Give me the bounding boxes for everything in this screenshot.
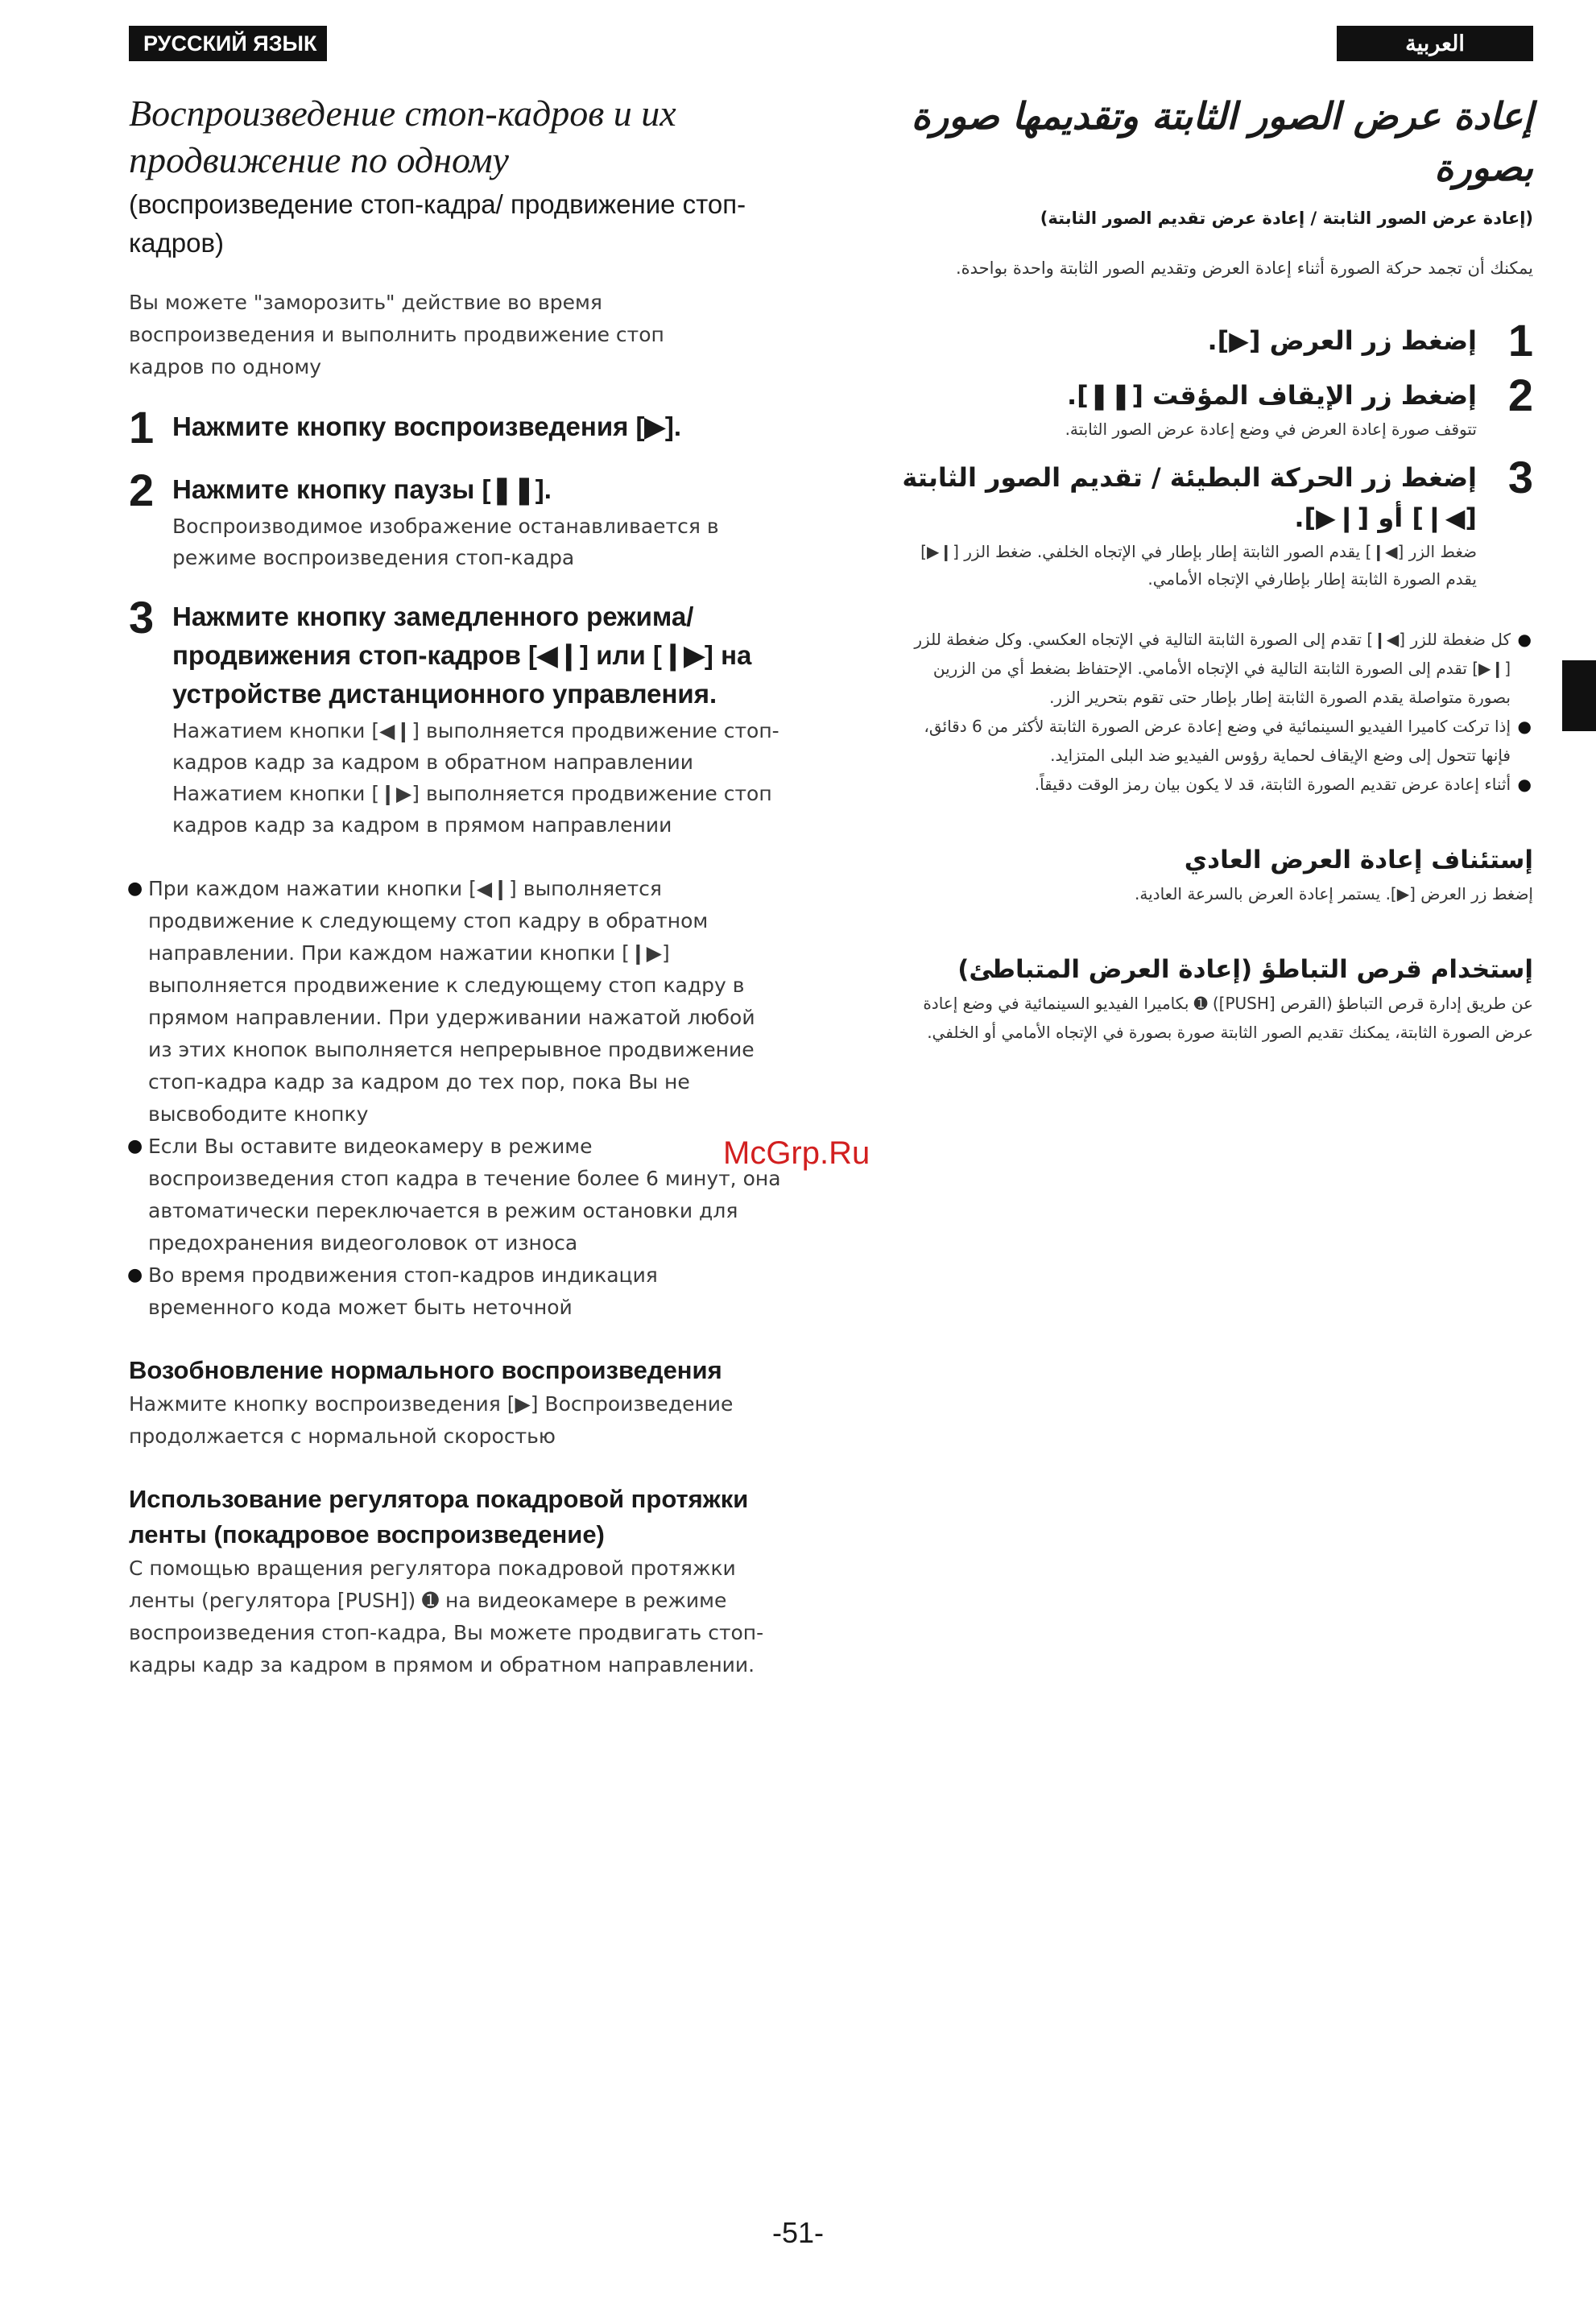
- step-number: 1: [1507, 315, 1533, 366]
- arabic-step-1: [894, 315, 1533, 366]
- section-heading: إستخدام قرص التباطؤ (إعادة العرض المتباطئ): [957, 955, 1533, 984]
- notes-list: [129, 873, 784, 1324]
- arabic-jog-dial-section: [894, 950, 1533, 1047]
- step-number: 2: [129, 465, 155, 515]
- step-number: 3: [129, 592, 155, 643]
- step-heading: إضغط زر الحركة البطيئة / تقديم الصور الثابتة [◀❙] أو [❙▶].: [902, 462, 1477, 533]
- step-heading: Нажмите кнопку паузы [❚❚].: [172, 474, 552, 504]
- step-body: Воспроизводимое изображение останавливается в режиме воспроизведения стоп-кадра: [172, 515, 719, 569]
- step-heading: إضغط زر الإيقاف المؤقت [❚❚].: [1066, 380, 1477, 411]
- page-edge-tab: [1562, 660, 1596, 731]
- russian-language-label: РУССКИЙ ЯЗЫК: [129, 26, 327, 61]
- note-item: ● أثناء إعادة عرض تقديم الصورة الثابتة، قد لا يكون بيان رمز الوقت دقيقاً.: [894, 770, 1511, 799]
- arabic-step-2: [894, 370, 1533, 443]
- arabic-page-title: إعادة عرض الصور الثابتة وتقديمها صورة بصورة: [911, 94, 1533, 189]
- step-2: [129, 465, 805, 573]
- arabic-step-3: [894, 452, 1533, 593]
- section-body: إضغط زر العرض [▶]. يستمر إعادة العرض بالسرعة العادية.: [1135, 884, 1533, 903]
- russian-column: [129, 90, 805, 1681]
- section-heading: Использование регулятора покадровой протяжки ленты (покадровое воспроизведение): [129, 1485, 749, 1548]
- step-number: 3: [1507, 452, 1533, 502]
- page-title: Воспроизведение стоп-кадров и их продвижение по одному: [129, 93, 676, 180]
- step-heading: إضغط زر العرض [▶].: [1207, 325, 1477, 356]
- note-item: ● Во время продвижения стоп-кадров индикация временного кода может быть неточной: [148, 1259, 784, 1324]
- step-1: [129, 402, 805, 453]
- section-heading: إستئناف إعادة العرض العادي: [1184, 846, 1533, 874]
- note-item: ● إذا تركت كاميرا الفيديو السينمائية في وضع إعادة عرض الصورة الثابتة لأكثر من 6 دقائق، فإنها تتحول إلى وضع الإيقاف لحماية رؤوس الفيديو ضد البلى المتزايد.: [894, 712, 1511, 770]
- section-body: Нажмите кнопку воспроизведения [▶] Воспроизведение продолжается с нормальной скоростью: [129, 1392, 734, 1448]
- step-body: Нажатием кнопки [◀❙] выполняется продвижение стоп-кадров кадр за кадром в обратном направлении Нажатием кнопки [❙▶] выполняется продвижение стоп кадров кадр за кадром в прямом направлении: [172, 719, 779, 837]
- section-heading: Возобновление нормального воспроизведения: [129, 1356, 722, 1384]
- intro-text: Вы можете "заморозить" действие во время воспроизведения и выполнить продвижение стоп кадров по одному: [129, 291, 664, 378]
- resume-section: [129, 1353, 805, 1453]
- arabic-column: [894, 90, 1533, 1047]
- note-item: ● При каждом нажатии кнопки [◀❙] выполняется продвижение к следующему стоп кадру в обратном направлении. При каждом нажатии кнопки [❙▶] выполняется продвижение к следующему стоп кадру в прямом направлении. При удерживании нажатой любой из этих кнопок выполняется непрерывное продвижение стоп-кадра кадр за кадром до тех пор, пока Вы не высвободите кнопку: [148, 873, 784, 1131]
- note-item: ● كل ضغطة للزر [◀❙] تقدم إلى الصورة الثابتة التالية في الإتجاه العكسي. وكل ضغطة للزر [❙▶] تقدم إلى الصورة الثابتة التالية في الإتجاه الأمامي. الإحتفاظ بضغط أي من الزرين بصورة متواصلة يقدم الصورة الثابتة إطار بإطار حتى تقوم بتحرير الزر.: [894, 625, 1511, 712]
- step-body: تتوقف صورة إعادة العرض في وضع إعادة عرض الصور الثابتة.: [1065, 420, 1477, 439]
- arabic-subtitle: (إعادة عرض الصور الثابتة / إعادة عرض تقديم الصور الثابتة): [1040, 209, 1533, 228]
- step-number: 2: [1507, 370, 1533, 420]
- page-number: -51-: [771, 2216, 825, 2249]
- jog-dial-section: [129, 1482, 805, 1681]
- arabic-resume-section: [894, 841, 1533, 908]
- section-body: عن طريق إدارة قرص التباطؤ (القرص [PUSH]) ➊ بكاميرا الفيديو السينمائية في وضع إعادة عرض الصورة الثابتة، يمكنك تقديم الصور الثابتة صورة بصورة في الإتجاه الأمامي أو الخلفي.: [923, 994, 1533, 1042]
- section-body: С помощью вращения регулятора покадровой протяжки ленты (регулятора [PUSH]) ➊ на видеокамере в режиме воспроизведения стоп-кадра, Вы можете продвигать стоп-кадры кадр за кадром в прямом и обратном направлении.: [129, 1557, 764, 1677]
- watermark-link[interactable]: McGrp.Ru: [723, 1135, 870, 1171]
- page-subtitle: (воспроизведение стоп-кадра/ продвижение стоп-кадров): [129, 189, 746, 258]
- arabic-intro: يمكنك أن تجمد حركة الصورة أثناء إعادة العرض وتقديم الصور الثابتة واحدة بواحدة.: [955, 258, 1533, 278]
- arabic-language-label: العربية: [1337, 26, 1533, 61]
- note-item: ● Если Вы оставите видеокамеру в режиме воспроизведения стоп кадра в течение более 6 минут, она автоматически переключается в режим остановки для предохранения видеоголовок от износа: [148, 1131, 784, 1259]
- step-heading: Нажмите кнопку воспроизведения [▶].: [172, 411, 682, 441]
- step-number: 1: [129, 402, 155, 453]
- step-3: [129, 592, 805, 841]
- arabic-notes-list: [894, 625, 1533, 799]
- step-heading: Нажмите кнопку замедленного режима/ продвижения стоп-кадров [◀❙] или [❙▶] на устройстве дистанционного управления.: [172, 602, 752, 709]
- step-body: ضغط الزر [◀❙] يقدم الصور الثابتة إطار بإطار في الإتجاه الخلفي. ضغط الزر [❙▶] يقدم الصورة الثابتة إطار بإطارفي الإتجاه الأمامي.: [920, 542, 1477, 589]
